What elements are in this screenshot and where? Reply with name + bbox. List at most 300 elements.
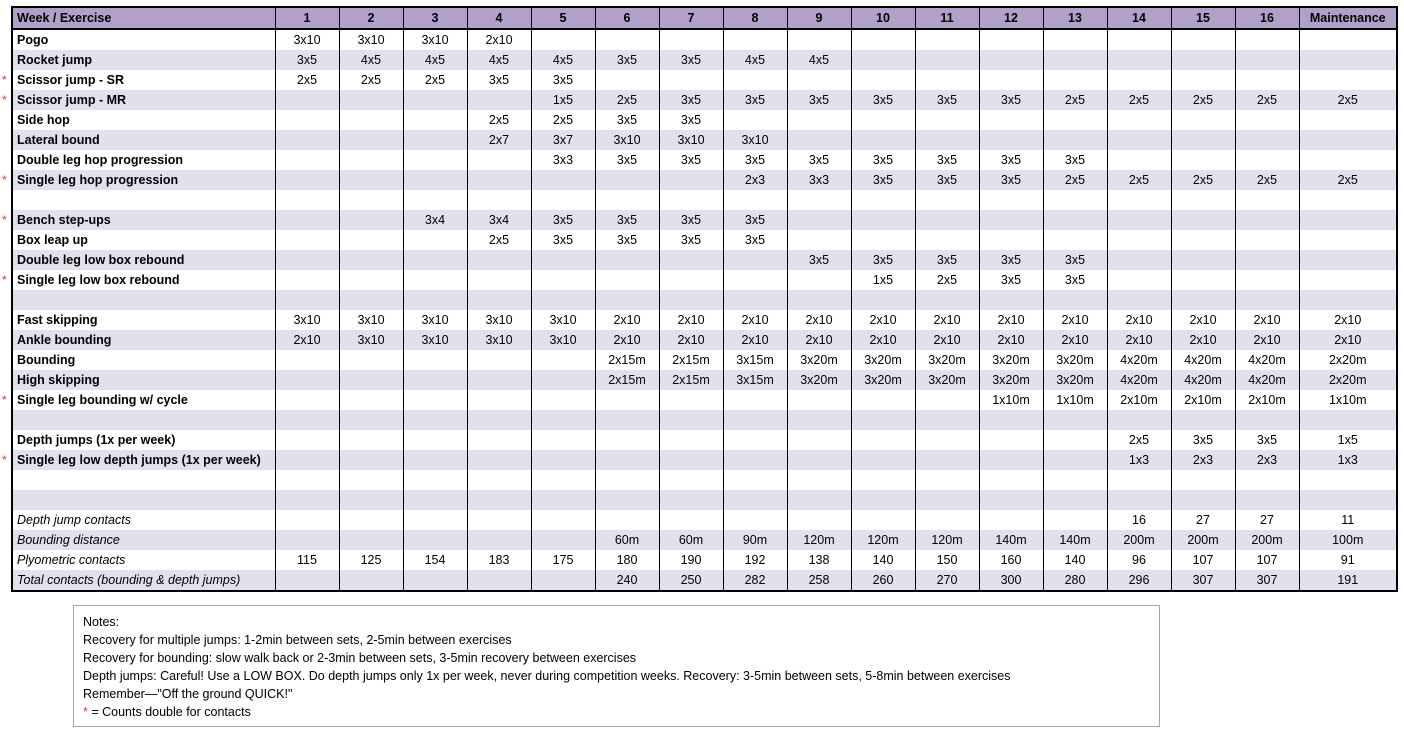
cell: 2x5 (1043, 170, 1107, 190)
cell (1299, 470, 1397, 490)
cell (1171, 110, 1235, 130)
cell: 270 (915, 570, 979, 591)
cell: 3x20m (787, 350, 851, 370)
cell (1171, 250, 1235, 270)
table-row (12, 29, 1397, 50)
cell (275, 270, 339, 290)
cell: 1x3 (1107, 450, 1171, 470)
note-line: Recovery for multiple jumps: 1-2min between sets, 2-5min between exercises (83, 633, 512, 647)
cell (851, 290, 915, 310)
cell (851, 490, 915, 510)
cell (595, 250, 659, 270)
cell: 120m (787, 530, 851, 550)
cell (275, 410, 339, 430)
cell (403, 450, 467, 470)
cell (275, 230, 339, 250)
cell (467, 570, 531, 591)
cell (275, 470, 339, 490)
cell (1235, 470, 1299, 490)
cell: 3x5 (915, 90, 979, 110)
cell: 107 (1171, 550, 1235, 570)
plyometric-schedule-table (2, 6, 1398, 592)
cell (275, 290, 339, 310)
week-header: 5 (531, 7, 595, 29)
cell (531, 510, 595, 530)
cell: 3x5 (787, 90, 851, 110)
cell (275, 130, 339, 150)
cell: 96 (1107, 550, 1171, 570)
legend-text: = Counts double for contacts (87, 705, 251, 719)
cell: 3x5 (979, 90, 1043, 110)
cell: 140m (1043, 530, 1107, 550)
cell (339, 530, 403, 550)
cell (595, 490, 659, 510)
table-row (12, 170, 1397, 190)
counts-double-marker: * (2, 273, 7, 287)
cell (339, 170, 403, 190)
week-header: 1 (275, 7, 339, 29)
cell (467, 190, 531, 210)
cell (595, 290, 659, 310)
cell: 3x4 (467, 210, 531, 230)
cell: 1x5 (1299, 430, 1397, 450)
week-header: 16 (1235, 7, 1299, 29)
cell (787, 490, 851, 510)
cell (275, 350, 339, 370)
cell (915, 130, 979, 150)
cell (851, 230, 915, 250)
cell (1171, 70, 1235, 90)
cell (787, 470, 851, 490)
cell: 282 (723, 570, 787, 591)
cell (915, 290, 979, 310)
cell: 3x5 (851, 170, 915, 190)
cell (1235, 270, 1299, 290)
cell (531, 410, 595, 430)
cell (851, 29, 915, 50)
cell: 191 (1299, 570, 1397, 591)
cell: 2x20m (1299, 350, 1397, 370)
cell (1171, 290, 1235, 310)
cell: 3x5 (915, 150, 979, 170)
notes-box (73, 605, 1160, 727)
cell: 3x10 (467, 310, 531, 330)
cell (531, 450, 595, 470)
cell: 3x20m (979, 370, 1043, 390)
table-row (12, 390, 1397, 410)
cell (723, 410, 787, 430)
cell: 2x5 (275, 70, 339, 90)
cell (1107, 130, 1171, 150)
table-row (12, 330, 1397, 350)
cell (723, 110, 787, 130)
table-row (12, 510, 1397, 530)
cell (403, 150, 467, 170)
cell (339, 490, 403, 510)
exercise-name (12, 190, 275, 210)
cell: 200m (1107, 530, 1171, 550)
exercise-name (2, 390, 275, 410)
cell: 16 (1107, 510, 1171, 530)
cell (403, 250, 467, 270)
cell: 2x10 (595, 310, 659, 330)
cell (1043, 70, 1107, 90)
cell: 2x10 (1299, 330, 1397, 350)
cell (339, 470, 403, 490)
cell (723, 70, 787, 90)
week-header: 14 (1107, 7, 1171, 29)
cell: 2x10 (1299, 310, 1397, 330)
cell: 2x10 (1171, 310, 1235, 330)
cell: 180 (595, 550, 659, 570)
cell (1107, 250, 1171, 270)
cell (467, 490, 531, 510)
cell: 2x10 (1043, 310, 1107, 330)
cell (275, 450, 339, 470)
cell: 1x10m (979, 390, 1043, 410)
cell: 2x10 (915, 330, 979, 350)
cell (787, 29, 851, 50)
cell (403, 350, 467, 370)
exercise-label: Single leg low box rebound (17, 273, 180, 287)
cell: 4x20m (1235, 350, 1299, 370)
cell (1043, 290, 1107, 310)
exercise-label: Ankle bounding (17, 333, 112, 347)
legend-star: * (83, 705, 88, 719)
cell: 100m (1299, 530, 1397, 550)
cell (403, 270, 467, 290)
exercise-name (12, 470, 275, 490)
exercise-label: Box leap up (17, 233, 88, 247)
cell (787, 290, 851, 310)
cell (403, 510, 467, 530)
cell (467, 410, 531, 430)
cell: 3x5 (531, 70, 595, 90)
cell (467, 270, 531, 290)
cell: 3x5 (787, 250, 851, 270)
cell: 4x20m (1171, 370, 1235, 390)
exercise-name (12, 290, 275, 310)
cell: 3x20m (1043, 370, 1107, 390)
cell (723, 190, 787, 210)
cell: 2x10 (659, 330, 723, 350)
cell (531, 250, 595, 270)
cell: 140m (979, 530, 1043, 550)
cell: 3x5 (979, 170, 1043, 190)
exercise-label: Single leg low depth jumps (1x per week) (17, 453, 261, 467)
spacer-row (12, 410, 1397, 430)
cell (1107, 150, 1171, 170)
cell: 2x5 (1299, 90, 1397, 110)
cell: 280 (1043, 570, 1107, 591)
cell: 3x5 (915, 170, 979, 190)
cell (659, 470, 723, 490)
table-row (12, 370, 1397, 390)
cell: 190 (659, 550, 723, 570)
cell: 200m (1171, 530, 1235, 550)
cell: 192 (723, 550, 787, 570)
cell (723, 490, 787, 510)
cell (1235, 210, 1299, 230)
cell (531, 530, 595, 550)
table-row (12, 230, 1397, 250)
cell (339, 570, 403, 591)
cell: 250 (659, 570, 723, 591)
cell (659, 190, 723, 210)
cell (659, 410, 723, 430)
cell: 2x10 (787, 330, 851, 350)
cell (339, 450, 403, 470)
cell (1299, 29, 1397, 50)
cell (1107, 70, 1171, 90)
cell: 2x5 (467, 230, 531, 250)
cell: 3x5 (979, 150, 1043, 170)
exercise-name (12, 50, 275, 70)
cell (1299, 290, 1397, 310)
cell: 3x5 (851, 90, 915, 110)
cell (1171, 190, 1235, 210)
cell: 2x5 (1043, 90, 1107, 110)
week-header: 8 (723, 7, 787, 29)
cell (787, 130, 851, 150)
cell (979, 70, 1043, 90)
cell: 2x10 (467, 29, 531, 50)
cell (1107, 110, 1171, 130)
cell (531, 270, 595, 290)
exercise-name (12, 530, 275, 550)
cell (1235, 230, 1299, 250)
week-header: 6 (595, 7, 659, 29)
cell (1299, 410, 1397, 430)
cell: 260 (851, 570, 915, 591)
cell: 3x5 (595, 230, 659, 250)
exercise-name (12, 29, 275, 50)
cell (915, 410, 979, 430)
cell: 2x5 (915, 270, 979, 290)
cell: 4x5 (339, 50, 403, 70)
cell: 2x5 (1171, 170, 1235, 190)
cell: 307 (1235, 570, 1299, 591)
cell: 2x10 (1235, 330, 1299, 350)
exercise-label: Total contacts (bounding & depth jumps) (17, 573, 241, 587)
cell: 3x10 (723, 130, 787, 150)
cell: 2x10 (723, 310, 787, 330)
cell (339, 410, 403, 430)
cell (1235, 50, 1299, 70)
cell (1107, 190, 1171, 210)
cell (595, 470, 659, 490)
cell: 2x5 (1171, 90, 1235, 110)
cell (1299, 110, 1397, 130)
cell (339, 390, 403, 410)
exercise-name (2, 210, 275, 230)
cell (915, 190, 979, 210)
exercise-name (12, 410, 275, 430)
cell (403, 90, 467, 110)
cell: 3x5 (915, 250, 979, 270)
cell: 1x3 (1299, 450, 1397, 470)
cell: 140 (1043, 550, 1107, 570)
cell (275, 190, 339, 210)
table-row (12, 90, 1397, 110)
cell (915, 430, 979, 450)
cell (1107, 230, 1171, 250)
cell (339, 150, 403, 170)
cell (1107, 270, 1171, 290)
cell: 2x5 (531, 110, 595, 130)
exercise-label: Single leg hop progression (17, 173, 179, 187)
cell: 3x20m (979, 350, 1043, 370)
cell: 3x10 (467, 330, 531, 350)
cell (403, 410, 467, 430)
table-row (12, 550, 1397, 570)
cell (339, 430, 403, 450)
cell (851, 70, 915, 90)
cell: 115 (275, 550, 339, 570)
cell: 2x10m (1171, 390, 1235, 410)
cell: 160 (979, 550, 1043, 570)
cell (659, 290, 723, 310)
cell (531, 190, 595, 210)
cell (1043, 190, 1107, 210)
cell: 240 (595, 570, 659, 591)
cell: 2x3 (1171, 450, 1235, 470)
cell (531, 470, 595, 490)
cell: 2x3 (1235, 450, 1299, 470)
cell (531, 430, 595, 450)
exercise-name (12, 150, 275, 170)
exercise-name (12, 430, 275, 450)
cell (339, 270, 403, 290)
cell: 3x5 (723, 210, 787, 230)
cell: 3x5 (787, 150, 851, 170)
cell: 2x5 (467, 110, 531, 130)
cell (595, 450, 659, 470)
exercise-label: Plyometric contacts (17, 553, 126, 567)
cell: 3x10 (595, 130, 659, 150)
cell: 90m (723, 530, 787, 550)
cell (723, 430, 787, 450)
cell (851, 470, 915, 490)
cell: 3x10 (403, 330, 467, 350)
cell (1299, 70, 1397, 90)
cell (595, 170, 659, 190)
cell (595, 430, 659, 450)
spacer-row (12, 470, 1397, 490)
exercise-label: Single leg bounding w/ cycle (17, 393, 188, 407)
cell (1299, 490, 1397, 510)
cell: 183 (467, 550, 531, 570)
cell: 3x5 (1043, 270, 1107, 290)
cell: 2x10 (851, 310, 915, 330)
cell (403, 570, 467, 591)
spacer-row (12, 190, 1397, 210)
cell (979, 130, 1043, 150)
cell: 3x5 (1171, 430, 1235, 450)
week-header: 11 (915, 7, 979, 29)
cell: 3x20m (915, 350, 979, 370)
exercise-name (12, 250, 275, 270)
cell (339, 250, 403, 270)
cell (403, 290, 467, 310)
exercise-label: Bench step-ups (17, 213, 111, 227)
cell: 3x15m (723, 370, 787, 390)
cell: 140 (851, 550, 915, 570)
cell (275, 210, 339, 230)
cell (1043, 450, 1107, 470)
cell (1043, 29, 1107, 50)
cell: 4x20m (1107, 350, 1171, 370)
cell (275, 370, 339, 390)
exercise-name (12, 490, 275, 510)
note-line: Depth jumps: Careful! Use a LOW BOX. Do depth jumps only 1x per week, never during competition weeks. Recovery: 3-5min between sets, 5-8min between exercises (83, 669, 1011, 683)
cell: 3x5 (595, 110, 659, 130)
cell: 3x5 (595, 210, 659, 230)
cell: 3x10 (531, 310, 595, 330)
cell: 4x20m (1171, 350, 1235, 370)
cell (979, 450, 1043, 470)
cell (403, 390, 467, 410)
cell (787, 510, 851, 530)
cell: 2x10 (979, 310, 1043, 330)
exercise-name (12, 510, 275, 530)
cell (1107, 29, 1171, 50)
cell: 2x10 (787, 310, 851, 330)
cell: 3x5 (659, 230, 723, 250)
cell (723, 290, 787, 310)
table-row (12, 130, 1397, 150)
cell (979, 50, 1043, 70)
table-row (12, 450, 1397, 470)
exercise-label: High skipping (17, 373, 100, 387)
cell (531, 370, 595, 390)
table-row (12, 150, 1397, 170)
exercise-label: Scissor jump - MR (17, 93, 127, 107)
cell (1299, 230, 1397, 250)
cell (851, 390, 915, 410)
cell: 2x5 (403, 70, 467, 90)
cell: 3x5 (851, 150, 915, 170)
cell (1299, 150, 1397, 170)
cell: 3x20m (851, 370, 915, 390)
counts-double-marker: * (2, 173, 7, 187)
cell (1043, 430, 1107, 450)
exercise-label: Side hop (17, 113, 70, 127)
cell (1171, 29, 1235, 50)
cell: 1x5 (851, 270, 915, 290)
cell (595, 190, 659, 210)
exercise-label: Scissor jump - SR (17, 73, 124, 87)
cell (915, 210, 979, 230)
cell (1171, 210, 1235, 230)
cell (915, 390, 979, 410)
cell (1235, 29, 1299, 50)
cell (595, 270, 659, 290)
week-header: 7 (659, 7, 723, 29)
cell (467, 470, 531, 490)
table-row (12, 50, 1397, 70)
cell (1299, 130, 1397, 150)
cell (915, 110, 979, 130)
cell: 3x5 (531, 210, 595, 230)
cell (1171, 50, 1235, 70)
cell (531, 29, 595, 50)
cell (1171, 150, 1235, 170)
cell (659, 70, 723, 90)
cell: 296 (1107, 570, 1171, 591)
exercise-name (2, 170, 275, 190)
cell (403, 110, 467, 130)
